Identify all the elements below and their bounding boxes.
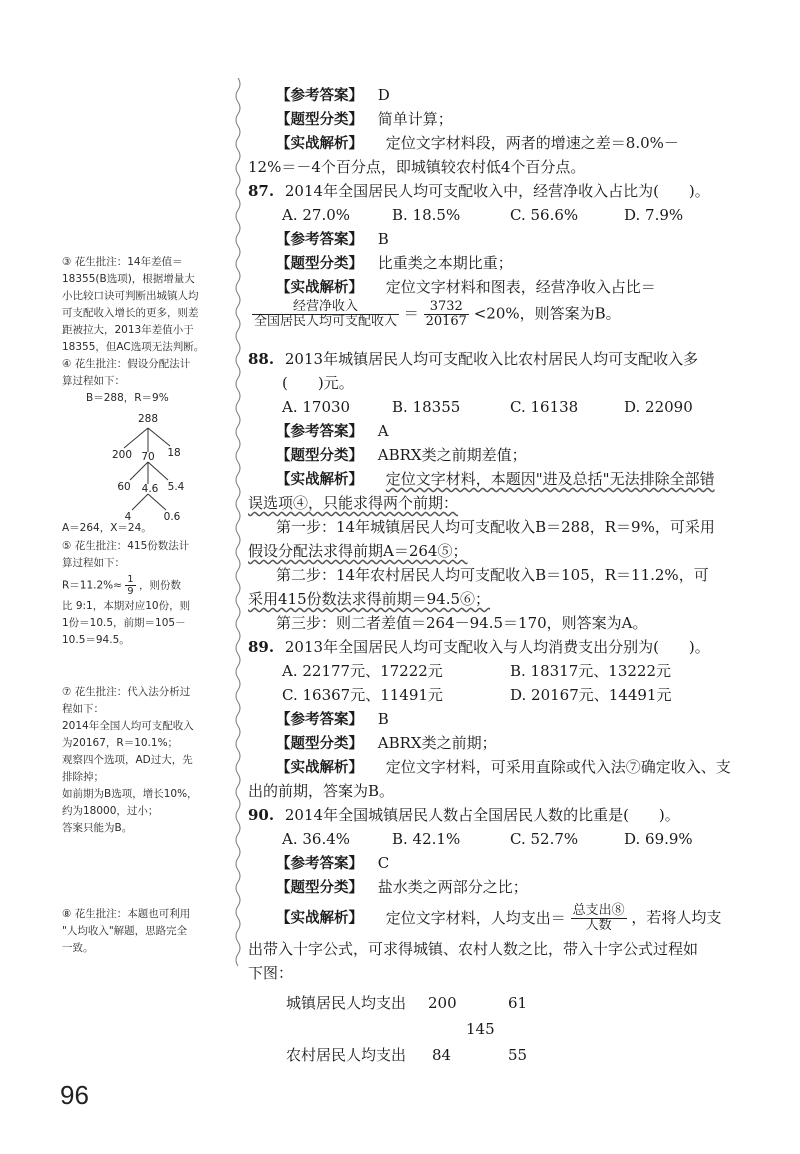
q88-stem-1: 2013年城镇居民人均可支配收入比农村居民人均可支配收入多: [284, 350, 699, 368]
q88-number: 88.: [248, 350, 275, 368]
q90-option-d: D. 69.9%: [624, 830, 693, 848]
page-number: 96: [60, 1080, 89, 1110]
top-analysis-2: 12%＝－4个百分点，即城镇较农村低4个百分点。: [248, 158, 586, 176]
type-tag: 【题型分类】: [276, 112, 363, 128]
side-note-text: ，则份数: [139, 579, 182, 592]
q89-analysis-1: 定位文字材料，可采用直除或代入法⑦确定收入、支: [385, 758, 731, 776]
tree-node: 0.6: [163, 511, 181, 522]
q90-analysis-1a: 定位文字材料，人均支出＝: [385, 908, 566, 927]
q87-formula: [252, 300, 621, 329]
q88-stem-2: ( )元。: [282, 374, 354, 392]
analysis-tag: 【实战解析】: [276, 136, 363, 152]
cross-row2-value: 84: [432, 1046, 452, 1064]
q88-answer: A: [377, 422, 389, 440]
q87-option-c: C. 56.6%: [510, 206, 579, 224]
side-note-line: 为20167，R＝10.1%；: [62, 737, 179, 749]
cross-row1-label: 城镇居民人均支出: [286, 994, 407, 1012]
tree-branch: [148, 428, 170, 446]
q88-option-c: C. 16138: [510, 398, 579, 416]
q89-stem-row: [248, 638, 710, 656]
side-note-line: 距被拉大，2013年差值小于: [62, 324, 194, 336]
q90-option-b: B. 42.1%: [392, 830, 461, 848]
q87-analysis-row: [276, 278, 656, 297]
side-note-5-ratio: [62, 574, 181, 597]
side-note-line: 排除掉；: [62, 771, 104, 783]
answer-tag: 【参考答案】: [276, 712, 363, 728]
side-note-7: [62, 684, 198, 837]
q89-option-b: B. 18317元、13222元: [510, 662, 671, 680]
side-note-5-denominator: 9: [127, 586, 134, 597]
q87-type-row: [276, 254, 513, 273]
q87-option-b: B. 18.5%: [392, 206, 461, 224]
side-note-5-numerator: 1: [127, 574, 134, 585]
q89-answer: B: [377, 710, 389, 728]
side-note-line: 10.5＝94.5。: [62, 634, 130, 646]
q87-fraction-2: [424, 300, 469, 329]
q89-number: 89.: [248, 638, 275, 656]
q87-type: 比重类之本期比重；: [377, 254, 513, 272]
allocation-tree: [100, 410, 220, 522]
side-note-line: 一致。: [62, 942, 94, 954]
side-note-line: ④ 花生批注：假设分配法计: [62, 358, 191, 370]
q88-type-row: [276, 446, 527, 465]
side-note-line: 观察四个选项，AD过大，先: [62, 754, 193, 766]
q87-analysis-3: <20%，则答案为B。: [473, 304, 621, 323]
side-note-line: 算过程如下：: [62, 375, 125, 387]
q88-step1-2: 假设分配法求得前期A＝264⑤；: [248, 542, 468, 560]
side-note-line: 18355(B选项)，根据增量大: [62, 273, 195, 285]
tree-node: 200: [111, 449, 133, 461]
cross-row1-value: 200: [428, 994, 457, 1012]
q87-equals: ＝: [403, 304, 419, 323]
cross-row2-label: 农村居民人均支出: [286, 1046, 407, 1064]
side-note-line: 可支配收入增长的更多，则差: [62, 307, 199, 319]
q89-option-a: A. 22177元、17222元: [282, 662, 443, 680]
side-note-5-body: [62, 598, 190, 649]
tree-node: 18: [167, 447, 181, 459]
type-tag: 【题型分类】: [276, 736, 363, 752]
side-note-line: 2014年全国人均可支配收入: [62, 720, 194, 732]
analysis-tag: 【实战解析】: [276, 760, 363, 776]
top-analysis-row: [276, 134, 679, 153]
analysis-tag: 【实战解析】: [276, 280, 363, 296]
top-type-row: [276, 110, 453, 129]
q88-option-a: A. 17030: [282, 398, 351, 416]
top-answer: D: [377, 86, 390, 104]
q87-option-d: D. 7.9%: [624, 206, 684, 224]
q87-answer-row: [276, 230, 389, 249]
cross-row1-diff: 61: [508, 994, 528, 1012]
side-note-line: 比 9:1，本期对应10份，则: [62, 600, 191, 612]
q89-answer-row: [276, 710, 389, 729]
q88-step1-1: 第一步：14年城镇居民人均可支配收入B＝288，R＝9%，可采用: [276, 518, 715, 536]
q89-option-c: C. 16367元、11491元: [282, 686, 443, 704]
q88-analysis-2: 误选项④，只能求得两个前期：: [248, 494, 459, 512]
side-note-3: [62, 254, 204, 356]
margin-divider: [232, 78, 244, 1078]
q87-analysis-1: 定位文字材料和图表，经营净收入占比＝: [385, 278, 656, 296]
q90-option-c: C. 52.7%: [510, 830, 579, 848]
q90-fraction-denominator: 人数: [585, 918, 612, 933]
tree-branch: [124, 428, 148, 448]
q88-step2-2: 采用415份数法求得前期＝94.5⑥；: [248, 590, 491, 608]
cross-center: 145: [466, 1020, 495, 1038]
analysis-tag: 【实战解析】: [276, 472, 363, 488]
q87-fraction-2-numerator: 3732: [424, 300, 469, 315]
side-note-5: [62, 538, 189, 572]
q88-option-d: D. 22090: [624, 398, 693, 416]
answer-tag: 【参考答案】: [276, 88, 363, 104]
q88-step3: 第三步：则二者差值＝264－94.5＝170，则答案为A。: [276, 614, 648, 632]
type-tag: 【题型分类】: [276, 448, 363, 464]
q90-analysis-1b: ，若将人均支: [631, 908, 722, 927]
tree-header: B＝288，R＝9%: [86, 392, 169, 404]
tree-node: 288: [137, 413, 159, 425]
q90-analysis-row: [276, 904, 721, 933]
q88-analysis-row: [276, 470, 715, 489]
type-tag: 【题型分类】: [276, 256, 363, 272]
q87-fraction-1: [252, 300, 399, 329]
side-note-line: "人均收入"解题，思路完全: [62, 925, 188, 937]
q90-option-a: A. 36.4%: [282, 830, 351, 848]
q88-answer-row: [276, 422, 389, 441]
q88-option-b: B. 18355: [392, 398, 461, 416]
q87-fraction-2-denominator: 20167: [425, 314, 467, 329]
q89-type-row: [276, 734, 497, 753]
q90-stem: 2014年全国城镇居民人数占全国居民人数的比重是( )。: [284, 806, 680, 824]
side-note-4: [62, 356, 190, 390]
q90-type: 盐水类之两部分之比；: [377, 878, 528, 896]
q90-analysis-2: 出带入十字公式，可求得城镇、农村人数之比，带入十字公式过程如: [248, 940, 699, 958]
side-note-line: ⑧ 花生批注：本题也可利用: [62, 908, 191, 920]
q90-fraction: [571, 904, 627, 933]
answer-tag: 【参考答案】: [276, 856, 363, 872]
side-note-line: 约为18000，过小；: [62, 805, 159, 817]
cross-row2-diff: 55: [508, 1046, 528, 1064]
tree-node: 5.4: [167, 481, 185, 493]
q90-stem-row: [248, 806, 680, 824]
type-tag: 【题型分类】: [276, 880, 363, 896]
side-note-line: 算过程如下：: [62, 557, 125, 569]
side-note-line: ③ 花生批注：14年差值＝: [62, 256, 183, 268]
side-note-line: 18355，但AC选项无法判断。: [62, 341, 205, 353]
q90-number: 90.: [248, 806, 275, 824]
side-note-8: [62, 906, 190, 957]
tree-node: 4: [124, 511, 132, 522]
top-analysis-1: 定位文字材料段，两者的增速之差＝8.0%－: [385, 134, 679, 152]
q87-number: 87.: [248, 182, 275, 200]
q87-fraction-1-numerator: 经营净收入: [252, 300, 399, 315]
top-answer-row: [276, 86, 390, 105]
q87-answer: B: [377, 230, 389, 248]
tree-branch: [132, 494, 148, 510]
q89-analysis-row: [276, 758, 731, 777]
side-note-line: 程如下：: [62, 703, 104, 715]
tree-branch: [148, 494, 166, 510]
q89-analysis-2: 出的前期，答案为B。: [248, 782, 395, 800]
tree-node: 4.6: [141, 483, 159, 495]
side-note-line: 如前期为B选项，增长10%，: [62, 788, 198, 800]
side-note-line: 答案只能为B。: [62, 822, 133, 834]
q90-answer: C: [377, 854, 390, 872]
q89-type: ABRX类之前期；: [377, 734, 497, 752]
side-note-line: ⑤ 花生批注：415份数法计: [62, 540, 190, 552]
q90-type-row: [276, 878, 528, 897]
tree-branch: [148, 462, 168, 480]
side-note-5-fraction: [125, 574, 135, 597]
q88-type: ABRX类之前期差值；: [377, 446, 527, 464]
tree-node: 60: [117, 481, 131, 493]
q87-stem: 2014年全国居民人均可支配收入中，经营净收入占比为( )。: [284, 182, 710, 200]
tree-branch: [130, 462, 148, 480]
q90-answer-row: [276, 854, 389, 873]
q90-analysis-3: 下图：: [248, 964, 294, 982]
q87-option-a: A. 27.0%: [282, 206, 351, 224]
side-note-line: ⑦ 花生批注：代入法分析过: [62, 686, 191, 698]
q88-step2-1: 第二步：14年农村居民人均可支配收入B＝105，R＝11.2%，可: [276, 566, 709, 584]
side-note-line: 1份＝10.5，前期＝105－: [62, 617, 186, 629]
tree-node: 70: [141, 451, 155, 463]
q87-stem-row: [248, 182, 710, 200]
side-note-line: 小比较口诀可判断出城镇人均: [62, 290, 199, 302]
q87-fraction-1-denominator: 全国居民人均可支配收入: [254, 314, 398, 329]
q88-analysis-1: 定位文字材料，本题因"进及总括"无法排除全部错: [385, 470, 715, 488]
top-type: 简单计算；: [377, 110, 453, 128]
tree-result: A＝264，X＝24。: [62, 522, 152, 534]
answer-tag: 【参考答案】: [276, 424, 363, 440]
side-note-text: R＝11.2%≈: [62, 579, 122, 592]
answer-tag: 【参考答案】: [276, 232, 363, 248]
analysis-tag: 【实战解析】: [276, 910, 363, 927]
q90-fraction-numerator: 总支出⑧: [572, 903, 625, 918]
q89-option-d: D. 20167元、14491元: [510, 686, 672, 704]
q89-stem: 2013年全国居民人均可支配收入与人均消费支出分别为( )。: [284, 638, 710, 656]
q88-stem-row: [248, 350, 698, 368]
